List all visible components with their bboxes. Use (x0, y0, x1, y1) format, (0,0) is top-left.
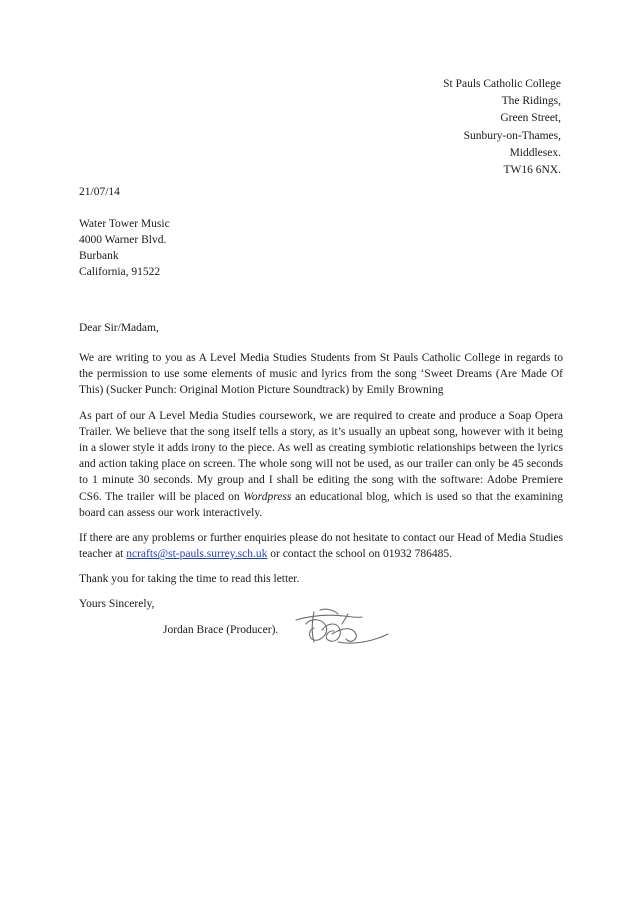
closing: Yours Sincerely, (79, 598, 155, 610)
paragraph-contact-text: If there are any problems or further enquiries please do not hesitate to contact our Head of Media Studies teacher at (79, 532, 563, 561)
salutation: Dear Sir/Madam, (79, 322, 159, 334)
recipient-line-city: Burbank (79, 250, 119, 262)
paragraph-contact (79, 530, 563, 562)
sender-line-town: Sunbury-on-Thames, (463, 129, 561, 142)
letter-body (79, 350, 563, 597)
sender-address (443, 76, 561, 179)
wordpress-emphasis: Wordpress (243, 490, 292, 503)
letter-date: 21/07/14 (79, 186, 120, 198)
recipient-line-state-zip: California, 91522 (79, 266, 161, 278)
email-link[interactable]: ncrafts@st-pauls.surrey.sch.uk (126, 548, 268, 561)
sender-line-school: St Pauls Catholic College (443, 78, 561, 90)
paragraph-contact-tail: or contact the school on 01932 786485. (267, 548, 452, 561)
sender-line-county: Middlesex. (509, 146, 561, 159)
paragraph-coursework-tail: an educational blog, which is used so that the examining board can assess our work interactively. (79, 490, 564, 519)
sender-line-street: Green Street, (500, 112, 561, 125)
paragraph-coursework (79, 408, 563, 521)
signature-icon (292, 604, 392, 648)
recipient-line-company: Water Tower Music (79, 218, 170, 230)
paragraph-thanks: Thank you for taking the time to read this letter. (79, 573, 300, 586)
sender-line-postcode: TW16 6NX. (503, 164, 561, 177)
recipient-line-street: 4000 Warner Blvd. (79, 234, 167, 246)
signoff-name: Jordan Brace (Producer). (163, 624, 279, 636)
recipient-address (79, 216, 170, 280)
paragraph-request: We are writing to you as A Level Media Studies Students from St Pauls Catholic College in regards to the permission to use some elements of music and lyrics from the song ‘Sweet Dreams (Are Made Of This) (Sucker Punch: Original Motion Picture Soundtrack) by Emily Browning (79, 352, 563, 397)
paragraph-coursework-text: As part of our A Level Media Studies coursework, we are required to create and produce a Soap Opera Trailer. We believe that the song itself tells a story, as it’s usually an upbeat song, however with it being in a slower style it adds irony to the piece. As well as creating symbiotic relationships between the lyrics and action taking place on screen. The whole song will not be used, as our trailer can only be 45 seconds to 1 minute 30 seconds. My group and I shall be editing the song with the software: Adobe Premiere CS6. The trailer will be placed on (79, 409, 563, 503)
sender-line-road: The Ridings, (501, 95, 561, 108)
